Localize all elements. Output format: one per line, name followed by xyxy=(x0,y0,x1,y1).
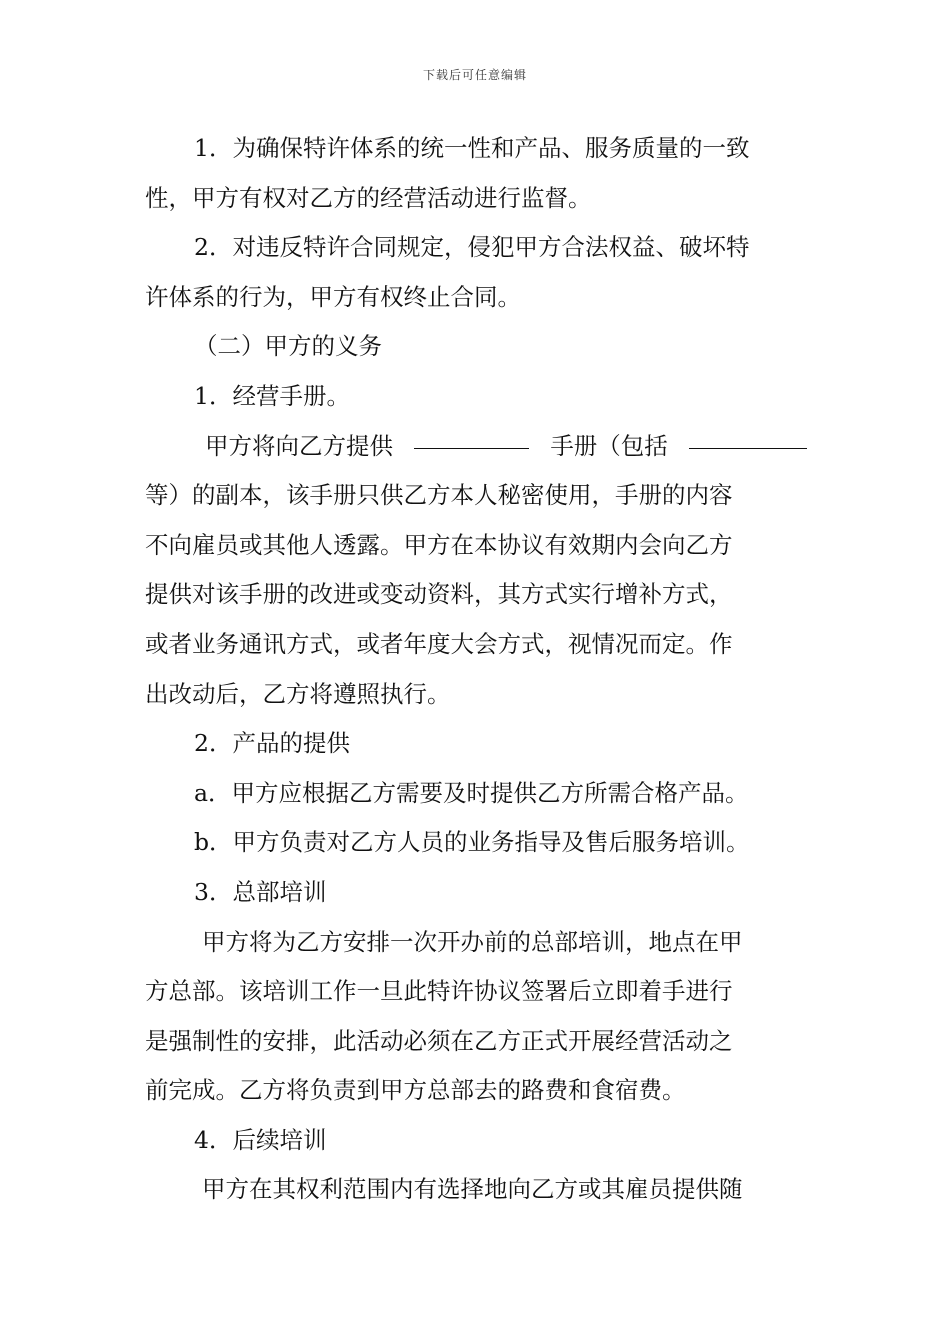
paragraph-line: 是强制性的安排，此活动必须在乙方正式开展经营活动之 xyxy=(145,1026,733,1055)
subsection-heading: 1．经营手册。 xyxy=(194,381,350,410)
paragraph-line: 性，甲方有权对乙方的经营活动进行监督。 xyxy=(145,183,592,212)
paragraph-line: 出改动后，乙方将遵照执行。 xyxy=(145,679,451,708)
paragraph-line: 方总部。该培训工作一旦此特许协议签署后立即着手进行 xyxy=(145,977,733,1006)
paragraph-line: 2．对违反特许合同规定，侵犯甲方合法权益、破坏特 xyxy=(194,233,750,262)
paragraph-line: 甲方将为乙方安排一次开办前的总部培训，地点在甲 xyxy=(202,927,743,956)
paragraph-line-with-blanks xyxy=(145,422,807,472)
fill-in-blank xyxy=(414,422,529,449)
fill-in-blank xyxy=(689,422,807,449)
text-segment: 甲方将向乙方提供 xyxy=(205,431,393,460)
paragraph-line: 1．为确保特许体系的统一性和产品、服务质量的一致 xyxy=(194,134,750,162)
subsection-heading: 3．总部培训 xyxy=(194,877,327,906)
text-segment: 手册（包括 xyxy=(550,431,668,460)
paragraph-line: 或者业务通讯方式，或者年度大会方式，视情况而定。作 xyxy=(145,629,733,658)
paragraph-line: 前完成。乙方将负责到甲方总部去的路费和食宿费。 xyxy=(145,1076,686,1105)
paragraph-line: 许体系的行为，甲方有权终止合同。 xyxy=(145,282,521,311)
document-body xyxy=(145,124,807,1215)
section-heading: （二）甲方的义务 xyxy=(194,332,382,361)
subsection-heading: 2．产品的提供 xyxy=(194,729,350,758)
list-item: b．甲方负责对乙方人员的业务指导及售后服务培训。 xyxy=(194,828,750,857)
list-item: a．甲方应根据乙方需要及时提供乙方所需合格产品。 xyxy=(194,778,749,807)
paragraph-line: 提供对该手册的改进或变动资料，其方式实行增补方式， xyxy=(145,580,733,609)
paragraph-line: 甲方在其权利范围内有选择地向乙方或其雇员提供随 xyxy=(202,1175,743,1204)
page-header-note: 下载后可任意编辑 xyxy=(422,68,527,82)
paragraph-line: 等）的副本，该手册只供乙方本人秘密使用，手册的内容 xyxy=(145,481,733,510)
subsection-heading: 4．后续培训 xyxy=(194,1125,327,1154)
paragraph-line: 不向雇员或其他人透露。甲方在本协议有效期内会向乙方 xyxy=(145,530,733,559)
